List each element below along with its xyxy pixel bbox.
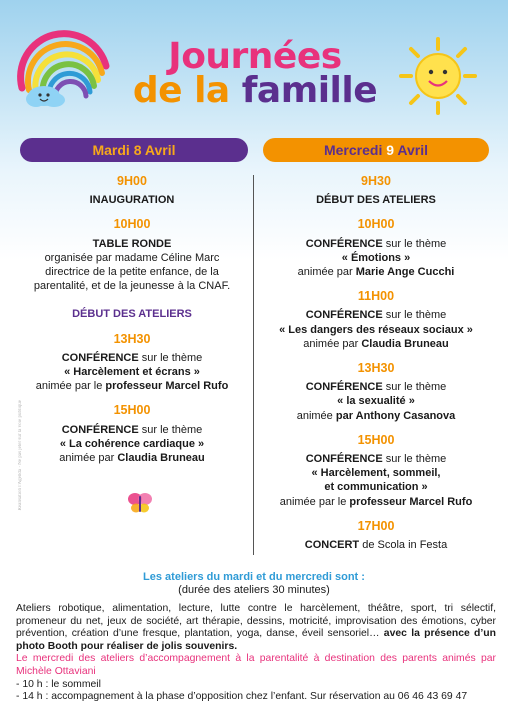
sun-illustration — [398, 36, 478, 116]
time-label: 13H30 — [357, 361, 395, 376]
event-speaker: animée par Claudia Bruneau — [59, 452, 205, 465]
schedule-item — [16, 332, 248, 394]
event-title: DÉBUT DES ATELIERS — [72, 308, 192, 321]
schedule-item — [16, 307, 248, 321]
event-subject: « Harcèlement et écrans » — [64, 366, 200, 379]
wednesday-note: Le mercredi des ateliers d’accompagnement à la parentalité à destination des parents animés par Michèle Ottaviani — [16, 653, 496, 677]
time-label: 15H00 — [357, 432, 395, 447]
event-speaker: animée par Marie Ange Cucchi — [297, 266, 455, 279]
time-label: 10H00 — [113, 217, 151, 232]
ateliers-heading-text: Les ateliers du mardi et du mercredi sont : — [143, 571, 365, 583]
event-title: TABLE RONDE — [92, 237, 172, 250]
time-label: 13H30 — [113, 331, 151, 346]
time-label: 9H00 — [117, 174, 147, 188]
event-subject: « La cohérence cardiaque » — [59, 437, 205, 450]
event-title: CONCERT de Scola in Festa — [304, 539, 448, 552]
event-title: CONFÉRENCE sur le thème — [305, 381, 447, 394]
event-subject: « Harcèlement, sommeil, — [311, 467, 441, 480]
list-item: - 14 h : accompagnement à la phase d’opposition chez l’enfant. Sur réservation au 06 46 43 69 47 — [16, 691, 468, 703]
event-subject: « la sexualité » — [337, 395, 415, 408]
ateliers-description — [16, 603, 496, 704]
event-subject: « Les dangers des réseaux sociaux » — [279, 323, 473, 336]
event-title: CONFÉRENCE sur le thème — [61, 423, 203, 436]
butterfly-illustration — [127, 490, 153, 516]
event-title: CONFÉRENCE sur le thème — [305, 453, 447, 466]
event-description: organisée par madame Céline Marc directrice de la petite enfance, de la parentalité, et de la jeunesse à la CNAF. — [33, 251, 231, 293]
rainbow-illustration — [14, 26, 114, 108]
side-credit-text: Réalisation l'Agenda · Ne pas jeter sur la voie publique — [18, 400, 23, 511]
event-speaker: animée par Anthony Casanova — [296, 409, 456, 422]
time-label: 9H30 — [361, 174, 391, 188]
title-line-2: de la famille — [132, 70, 378, 112]
schedule-item — [258, 433, 494, 509]
schedule-item — [258, 217, 494, 279]
event-title: INAUGURATION — [89, 194, 175, 207]
schedule-item — [258, 361, 494, 423]
event-subject: « Émotions » — [341, 251, 411, 264]
tuesday-schedule — [16, 174, 248, 475]
time-label: 17H00 — [357, 518, 395, 533]
schedule-item — [258, 174, 494, 207]
ateliers-heading — [20, 571, 488, 597]
ateliers-paragraph: Ateliers robotique, alimentation, lecture, lutte contre le harcèlement, théâtre, sport, tri sélectif, promeneur du net, jeux de société, art thérapie, dessins, motricité, improvisation des émotions, cyber prévention, création d’une fresque, plantation, yoga, danse, éveil sensoriel… avec la présence d’un photo Booth pour réaliser de jolis souvenirs. — [16, 603, 496, 652]
day-header-tuesday: Mardi 8 Avril — [20, 138, 248, 162]
event-title: CONFÉRENCE sur le thème — [61, 351, 203, 364]
event-speaker: animée par le professeur Marcel Rufo — [279, 495, 473, 508]
event-subject: et communication » — [324, 481, 428, 494]
schedule-item — [258, 289, 494, 351]
event-speaker: animée par Claudia Bruneau — [303, 337, 449, 350]
column-divider — [253, 175, 254, 555]
schedule-item — [258, 519, 494, 552]
event-title: DÉBUT DES ATELIERS — [316, 194, 436, 207]
title-line-1: Journées — [168, 36, 342, 77]
schedule-item — [16, 217, 248, 293]
time-label: 11H00 — [357, 289, 395, 304]
wednesday-schedule — [258, 174, 494, 562]
list-item: - 10 h : le sommeil — [16, 678, 101, 690]
day-header-wednesday: Mercredi 9 Avril — [263, 138, 489, 162]
time-label: 15H00 — [113, 403, 151, 418]
schedule-item — [16, 403, 248, 465]
event-speaker: animée par le professeur Marcel Rufo — [35, 380, 229, 393]
event-title: CONFÉRENCE sur le thème — [305, 237, 447, 250]
event-title: CONFÉRENCE sur le thème — [305, 309, 447, 322]
page-title — [110, 36, 400, 112]
time-label: 10H00 — [357, 217, 395, 232]
schedule-item — [16, 174, 248, 207]
ateliers-duration: (durée des ateliers 30 minutes) — [178, 584, 330, 596]
